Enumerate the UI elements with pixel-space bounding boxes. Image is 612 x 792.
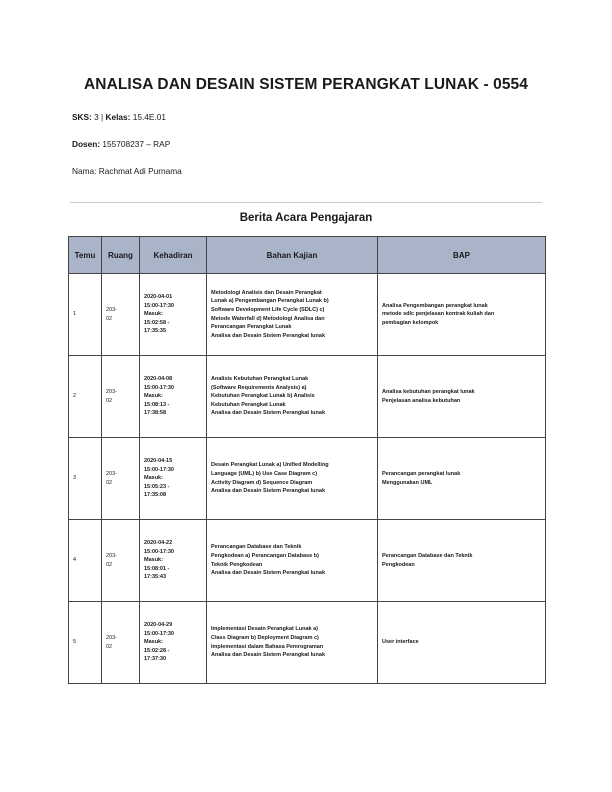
bap-cell-line: pembagian kelompok — [382, 319, 439, 326]
topic-cell-line: Analisa dan Desain Sistem Perangkat lunak — [211, 570, 326, 577]
header-temu: Temu — [69, 237, 102, 274]
attendance-cell-line: 15:00-17:30 — [144, 630, 174, 637]
bap-cell-line: Perancangan perangkat lunak — [382, 470, 461, 477]
attendance-cell-line: 15:00-17:30 — [144, 384, 174, 391]
attendance-cell-line: 17:35:43 — [144, 574, 167, 581]
room-cell-line: 203- — [106, 470, 118, 477]
bap-cell-line: Perancangan Database dan Teknik — [382, 552, 473, 559]
room-cell-line: 02 — [106, 479, 113, 486]
lecturer-name: Nama: Rachmat Adi Purnama — [72, 166, 182, 176]
attendance-cell-line: 15:02:28 - — [144, 647, 170, 654]
course-info-line — [72, 112, 166, 122]
meeting-number: 2 — [69, 356, 102, 438]
header-bahan-kajian: Bahan Kajian — [207, 237, 378, 274]
attendance-cell-line: 17:37:30 — [144, 656, 167, 663]
table-row — [69, 356, 546, 438]
attendance-cell — [140, 520, 207, 602]
kelas-value: 15.4E.01 — [130, 112, 166, 122]
topic-cell-line: Pengkodean a) Perancangan Database b) — [211, 552, 319, 559]
attendance-cell — [140, 274, 207, 356]
attendance-cell — [140, 438, 207, 520]
dosen-label: Dosen: — [72, 139, 101, 149]
meeting-number: 1 — [69, 274, 102, 356]
topic-cell-line: Implementasi Desain Perangkat Lunak a) — [211, 626, 318, 633]
topic-cell — [207, 356, 378, 438]
bap-cell — [378, 274, 546, 356]
topic-cell — [207, 274, 378, 356]
attendance-cell-line: Masuk: — [144, 311, 163, 318]
table-header-row — [69, 237, 546, 274]
dosen-value: 155708237 – RAP — [100, 139, 171, 149]
topic-cell-line: Desain Perangkat Lunak a) Unified Modelling — [211, 462, 329, 469]
topic-cell-line: Perancangan Database dan Teknik — [211, 544, 302, 551]
room-cell-line: 203- — [106, 634, 118, 641]
sks-label: SKS: — [72, 112, 92, 122]
attendance-cell-line: 17:38:58 — [144, 410, 167, 417]
room-cell-line: 203- — [106, 306, 118, 313]
attendance-cell-line: 15:00-17:30 — [144, 466, 174, 473]
topic-cell-line: Teknik Pengkodean — [211, 561, 263, 568]
room-cell — [102, 602, 140, 684]
header-bap: BAP — [378, 237, 546, 274]
topic-cell-line: Kebutuhan Perangkat Lunak — [211, 401, 286, 408]
room-cell — [102, 520, 140, 602]
topic-cell-line: Analisa dan Desain Sistem Perangkat lunak — [211, 652, 326, 659]
page-title: ANALISA DAN DESAIN SISTEM PERANGKAT LUNAK - 0554 — [83, 76, 528, 93]
section-title: Berita Acara Pengajaran — [239, 212, 373, 224]
attendance-cell-line: 2020-04-15 — [144, 458, 173, 465]
attendance-cell-line: 15:02:58 - — [144, 319, 170, 326]
topic-cell-line: Metodologi Analisis dan Desain Perangkat — [211, 289, 322, 296]
bap-cell-line: Pengkodean — [382, 561, 415, 568]
bap-cell — [378, 356, 546, 438]
bap-cell — [378, 520, 546, 602]
topic-cell-line: Analisa dan Desain Sistem Perangkat lunak — [211, 488, 326, 495]
bap-cell-line: Menggunakan UML — [382, 479, 433, 486]
meeting-number: 5 — [69, 602, 102, 684]
teaching-record-table — [68, 236, 546, 684]
topic-cell-line: Analisa dan Desain Sistem Perangkat lunak — [211, 332, 326, 339]
room-cell-line: 02 — [106, 643, 113, 650]
room-cell — [102, 438, 140, 520]
attendance-cell-line: Masuk: — [144, 639, 163, 646]
attendance-cell-line: 2020-04-01 — [144, 294, 173, 301]
topic-cell-line: Analisa dan Desain Sistem Perangkat lunak — [211, 410, 326, 417]
table-row — [69, 520, 546, 602]
topic-cell-line: Language (UML) b) Use Case Diagram c) — [211, 470, 318, 477]
attendance-cell-line: 2020-04-29 — [144, 622, 173, 629]
attendance-cell-line: 15:00-17:30 — [144, 302, 174, 309]
topic-cell-line: Software Development Life Cycle (SDLC) c) — [211, 306, 325, 313]
meeting-number: 3 — [69, 438, 102, 520]
room-cell — [102, 274, 140, 356]
topic-cell — [207, 438, 378, 520]
attendance-cell-line: 17:35:35 — [144, 328, 167, 335]
divider — [70, 202, 542, 203]
topic-cell — [207, 520, 378, 602]
attendance-cell-line: 15:05:23 - — [144, 483, 170, 490]
header-ruang: Ruang — [102, 237, 140, 274]
attendance-cell — [140, 356, 207, 438]
bap-cell-line: Analisa kebutuhan perangkat lunak — [382, 388, 475, 395]
lecturer-line — [72, 139, 170, 149]
topic-cell-line: Lunak a) Pengembangan Perangkat Lunak b) — [211, 298, 329, 305]
topic-cell-line: Implementasi dalam Bahasa Pemrograman — [211, 643, 324, 650]
bap-cell-line: metode sdlc penjelasan kontrak kuliah dan — [382, 311, 495, 318]
bap-cell — [378, 438, 546, 520]
meeting-number: 4 — [69, 520, 102, 602]
table-row — [69, 602, 546, 684]
topic-cell-line: Metode Waterfall d) Metodologi Analisa dan — [211, 315, 325, 322]
attendance-cell-line: Masuk: — [144, 475, 163, 482]
bap-cell-line: Penjelasan analisa kebutuhan — [382, 397, 461, 404]
room-cell-line: 02 — [106, 561, 113, 568]
attendance-cell-line: Masuk: — [144, 393, 163, 400]
topic-cell-line: Kebutuhan Perangkat Lunak b) Analisis — [211, 393, 315, 400]
sks-value: 3 | — [91, 112, 106, 122]
attendance-cell-line: 15:08:13 - — [144, 401, 170, 408]
room-cell-line: 203- — [106, 388, 118, 395]
topic-cell-line: Activity Diagram d) Sequence Diagram — [211, 479, 313, 486]
attendance-cell-line: Masuk: — [144, 557, 163, 564]
topic-cell-line: Class Diagram b) Deployment Diagram c) — [211, 634, 319, 641]
attendance-cell-line: 15:00-17:30 — [144, 548, 174, 555]
room-cell-line: 02 — [106, 315, 113, 322]
bap-cell-line: Analisa Pengembangan perangkat lunak — [382, 302, 488, 309]
attendance-cell-line: 17:35:08 — [144, 492, 167, 499]
topic-cell-line: Perancangan Perangkat Lunak — [211, 324, 292, 331]
bap-cell: User interface — [378, 602, 546, 684]
attendance-cell — [140, 602, 207, 684]
attendance-cell-line: 2020-04-22 — [144, 540, 173, 547]
topic-cell-line: (Software Requirements Analysis) a) — [211, 384, 307, 391]
attendance-cell-line: 15:08:01 - — [144, 565, 170, 572]
room-cell — [102, 356, 140, 438]
topic-cell — [207, 602, 378, 684]
topic-cell-line: Analisis Kebutuhan Perangkat Lunak — [211, 376, 309, 383]
room-cell-line: 02 — [106, 397, 113, 404]
header-kehadiran: Kehadiran — [140, 237, 207, 274]
attendance-cell-line: 2020-04-08 — [144, 376, 173, 383]
kelas-label: Kelas: — [105, 112, 131, 122]
room-cell-line: 203- — [106, 552, 118, 559]
table-row — [69, 438, 546, 520]
table-row — [69, 274, 546, 356]
